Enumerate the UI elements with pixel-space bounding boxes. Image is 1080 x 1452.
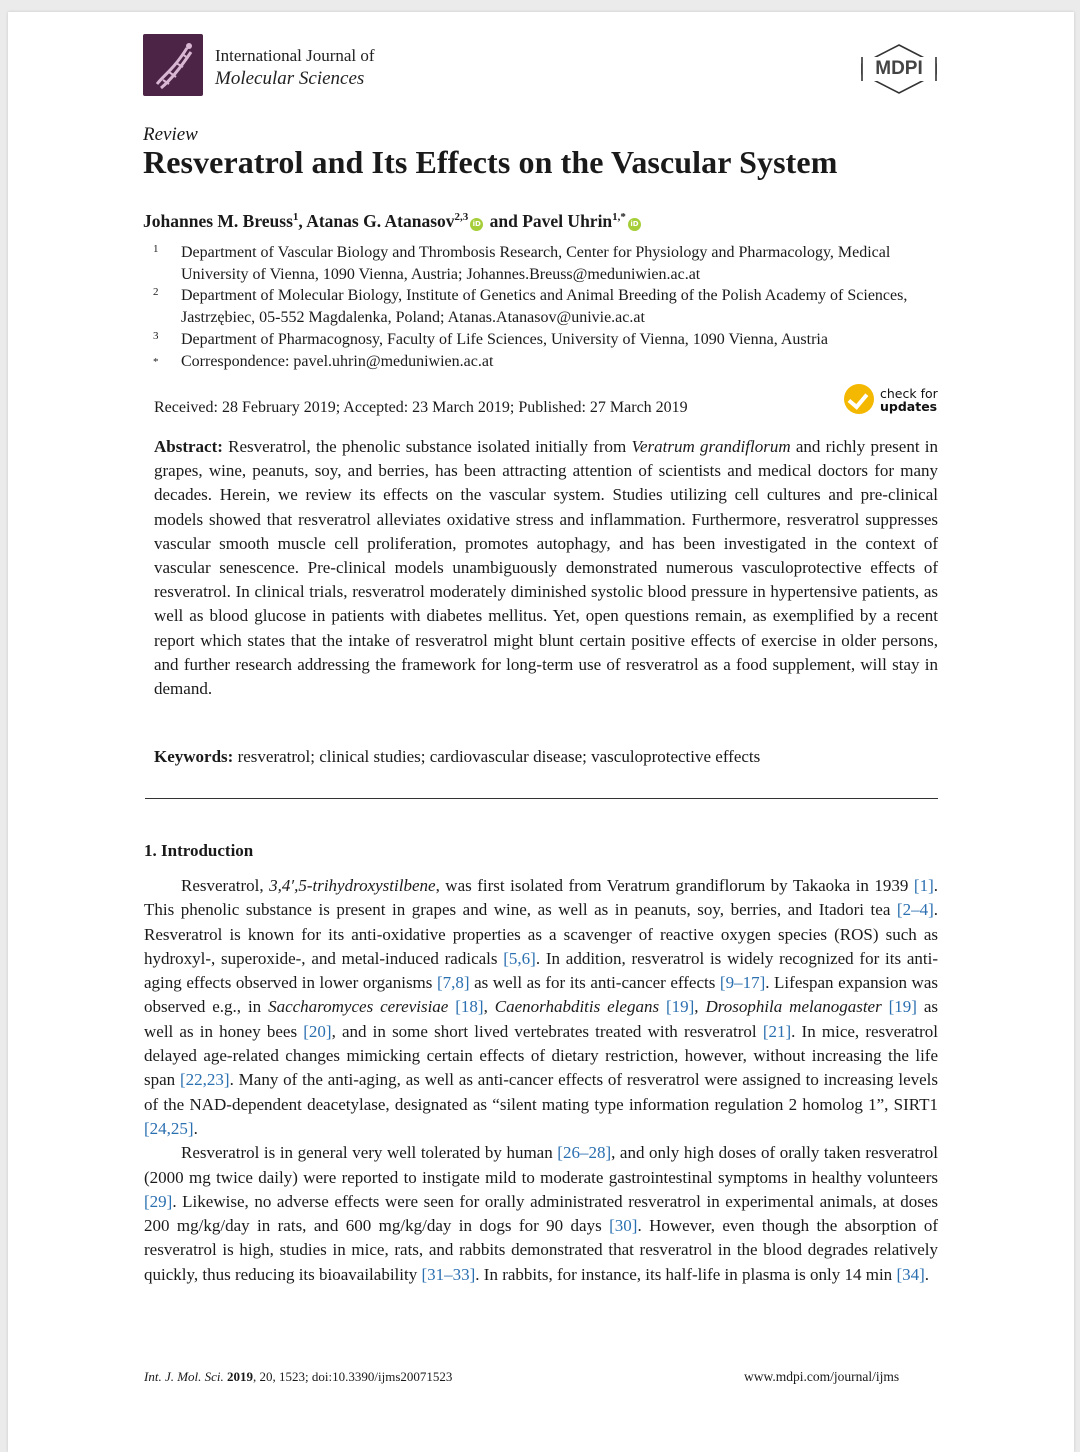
orcid-icon[interactable]: iD <box>470 218 483 231</box>
abstract <box>154 435 938 701</box>
affiliation-text: Department of Vascular Biology and Thrombosis Research, Center for Physiology and Pharmacology, Medical University of Vienna, 1090 Vienna, Austria; Johannes.Breuss@meduniwien.ac.at <box>181 244 891 283</box>
footer-journal-url[interactable]: www.mdpi.com/journal/ijms <box>744 1369 900 1384</box>
correspondence-mark: * <box>153 356 159 368</box>
citation-link[interactable]: [22,23] <box>180 1070 230 1090</box>
body-text: , was first isolated from Veratrum grandiflorum by Takaoka in 1939 <box>435 876 914 895</box>
author-separator: and <box>485 211 523 231</box>
body-text: , and in some short lived vertebrates treated with resveratrol <box>331 1021 763 1041</box>
citation-link[interactable]: [18] <box>455 997 484 1017</box>
section-divider <box>145 798 938 799</box>
species-name: Saccharomyces cerevisiae <box>268 997 449 1017</box>
check-for-updates-line2: updates <box>880 399 938 414</box>
author-separator: , <box>298 211 307 231</box>
citation-link[interactable]: [19] <box>665 997 695 1017</box>
author-affiliation-mark: 1 <box>292 211 299 224</box>
body-text <box>882 997 889 1016</box>
body-text: . <box>193 1118 198 1138</box>
paragraph <box>144 1141 938 1287</box>
body-text: . Lifespan expansion was observed e.g., in <box>144 973 939 1017</box>
species-name: Drosophila melanogaster <box>705 997 882 1017</box>
body-text: . In mice, resveratrol delayed age-related changes mimicking certain effects of dietary restriction, however, without increasing the life span <box>144 1021 939 1090</box>
body-text: . However, even though the absorption of resveratrol is high, studies in mice, rats, and rabbits demonstrated that resveratrol in the blood degrades relatively quickly, thus reducing its bioavailability <box>144 1216 938 1284</box>
body-text: . In rabbits, for instance, its half-life in plasma is only 14 min <box>475 1264 897 1284</box>
citation-link[interactable]: [26–28] <box>557 1143 612 1163</box>
author-name: Pavel Uhrin <box>522 211 613 231</box>
check-for-updates-icon <box>844 384 874 414</box>
journal-name-line2: Molecular Sciences <box>215 68 365 89</box>
citation-link[interactable]: [29] <box>144 1191 173 1211</box>
species-name: 3,4′,5-trihydroxystilbene <box>269 876 436 895</box>
citation-link[interactable]: [9–17] <box>719 973 766 993</box>
orcid-icon[interactable]: iD <box>628 218 641 231</box>
abstract-label: Abstract: <box>154 437 223 456</box>
check-for-updates-line1: check for <box>880 386 938 401</box>
footer-volume-doi: , 20, 1523; doi:10.3390/ijms20071523 <box>253 1369 453 1384</box>
citation-link[interactable]: [1] <box>913 876 934 895</box>
citation-link[interactable]: [2–4] <box>896 900 934 920</box>
section-heading: 1. Introduction <box>144 841 254 860</box>
affiliation-text: Department of Pharmacognosy, Faculty of Life Sciences, University of Vienna, 1090 Vienna, Austria <box>181 331 828 348</box>
body-text: as well as for its anti-cancer effects <box>469 973 720 993</box>
journal-name-line1: International Journal of <box>215 46 375 65</box>
body-text: , <box>483 997 495 1017</box>
footer-citation <box>144 1369 452 1385</box>
citation-link[interactable]: [24,25] <box>144 1118 194 1138</box>
abstract-text: and richly present in grapes, wine, peanuts, soy, and berries, has been attracting attention of scientists and medical doctors for many decades. Herein, we review its effects on the vascular system. Studies utilizing cell cultures and pre-clinical models showed that resveratrol alleviates oxidative stress and inflammation. Furthermore, resveratrol suppresses vascular smooth muscle cell proliferation, promotes autophagy, and has been investigated in the context of vascular senescence. Pre-clinical models unambiguously demonstrated numerous vasculoprotective effects of resveratrol. In clinical trials, resveratrol moderately diminished systolic blood pressure in hypertensive patients, as well as blood glucose in patients with diabetes mellitus. Yet, open questions remain, as exemplified by a recent report which states that the intake of resveratrol might blunt certain positive effects of exercise in older persons, and further research addressing the framework for long-term use of resveratrol as a food supplement, will stay in demand. <box>154 437 938 699</box>
journal-logo-icon <box>143 34 203 96</box>
body-text: . Resveratrol is known for its anti-oxidative properties as a scavenger of reactive oxygen species (ROS) such as hydroxyl-, superoxide-, and metal-induced radicals <box>144 900 938 968</box>
body-text: . <box>924 1264 930 1284</box>
author-affiliation-mark: 1,* <box>612 211 626 224</box>
author-name: Johannes M. Breuss <box>143 211 293 231</box>
body-text <box>659 997 666 1016</box>
footer-journal-abbr: Int. J. Mol. Sci. <box>144 1369 224 1384</box>
paper-page <box>8 12 1074 1452</box>
check-for-updates-button[interactable] <box>844 382 944 418</box>
author-list <box>143 211 643 232</box>
author-affiliation-mark: 2,3 <box>454 211 469 224</box>
article-title: Resveratrol and Its Effects on the Vascular System <box>143 144 838 180</box>
body-text: . This phenolic substance is present in grapes and wine, as well as in peanuts, soy, berries, and Itadori tea <box>144 876 938 920</box>
body-text: , and only high doses of orally taken resveratrol (2000 mg twice daily) were reported to instigate mild to moderate gastrointestinal symptoms in healthy volunteers <box>144 1143 938 1187</box>
citation-link[interactable]: [20] <box>303 1021 332 1041</box>
mdpi-logo-text: MDPI <box>875 58 923 79</box>
affiliation-number: 1 <box>153 243 159 255</box>
body-text: . Likewise, no adverse effects were seen for orally administrated resveratrol in experimental animals, at doses 200 mg/kg/day in rats, and 600 mg/kg/day in dogs for 90 days <box>144 1191 938 1236</box>
citation-link[interactable]: [34] <box>896 1264 925 1284</box>
body-text: , <box>694 997 706 1017</box>
footer-year: 2019 <box>227 1369 254 1384</box>
affiliation-text: Department of Molecular Biology, Institute of Genetics and Animal Breeding of the Polish Academy of Sciences, Jastrzębiec, 05-552 Magdalenka, Poland; Atanas.Atanasov@univie.ac.at <box>181 287 908 326</box>
article-type: Review <box>143 124 198 145</box>
citation-link[interactable]: [21] <box>762 1021 792 1041</box>
keywords-text: resveratrol; clinical studies; cardiovascular disease; vasculoprotective effects <box>233 747 761 766</box>
body-text: as well as in honey bees <box>144 997 939 1041</box>
citation-link[interactable]: [31–33] <box>421 1264 476 1284</box>
keywords-label: Keywords: <box>154 747 234 766</box>
citation-link[interactable]: [5,6] <box>503 948 536 968</box>
species-name: Caenorhabditis elegans <box>494 997 660 1017</box>
citation-link[interactable]: [19] <box>888 997 917 1017</box>
introduction-body <box>144 874 938 1287</box>
citation-link[interactable]: [7,8] <box>436 973 470 993</box>
abstract-text: Resveratrol, the phenolic substance isolated initially from <box>222 437 632 456</box>
abstract-species: Veratrum grandiflorum <box>631 437 791 456</box>
correspondence-text: Correspondence: pavel.uhrin@meduniwien.ac.at <box>181 353 494 370</box>
affiliation-number: 3 <box>153 330 159 342</box>
body-text: Resveratrol is in general very well tolerated by human <box>181 1143 558 1163</box>
citation-link[interactable]: [30] <box>609 1216 638 1236</box>
body-text: . Many of the anti-aging, as well as anti-cancer effects of resveratrol were assigned to increasing levels of the NAD-dependent deacetylase, designated as “silent mating type information regulation 2 homolog 1”, SIRT1 <box>144 1070 938 1114</box>
keywords <box>154 747 760 767</box>
publication-dates: Received: 28 February 2019; Accepted: 23 March 2019; Published: 27 March 2019 <box>154 399 688 416</box>
body-text: Resveratrol, <box>181 876 270 895</box>
affiliation-number: 2 <box>153 286 159 298</box>
author-name: Atanas G. Atanasov <box>306 211 455 231</box>
paragraph <box>144 874 938 1141</box>
body-text: . In addition, resveratrol is widely recognized for its anti-aging effects observed in lower organisms <box>144 948 938 993</box>
mdpi-logo-icon <box>858 42 940 96</box>
